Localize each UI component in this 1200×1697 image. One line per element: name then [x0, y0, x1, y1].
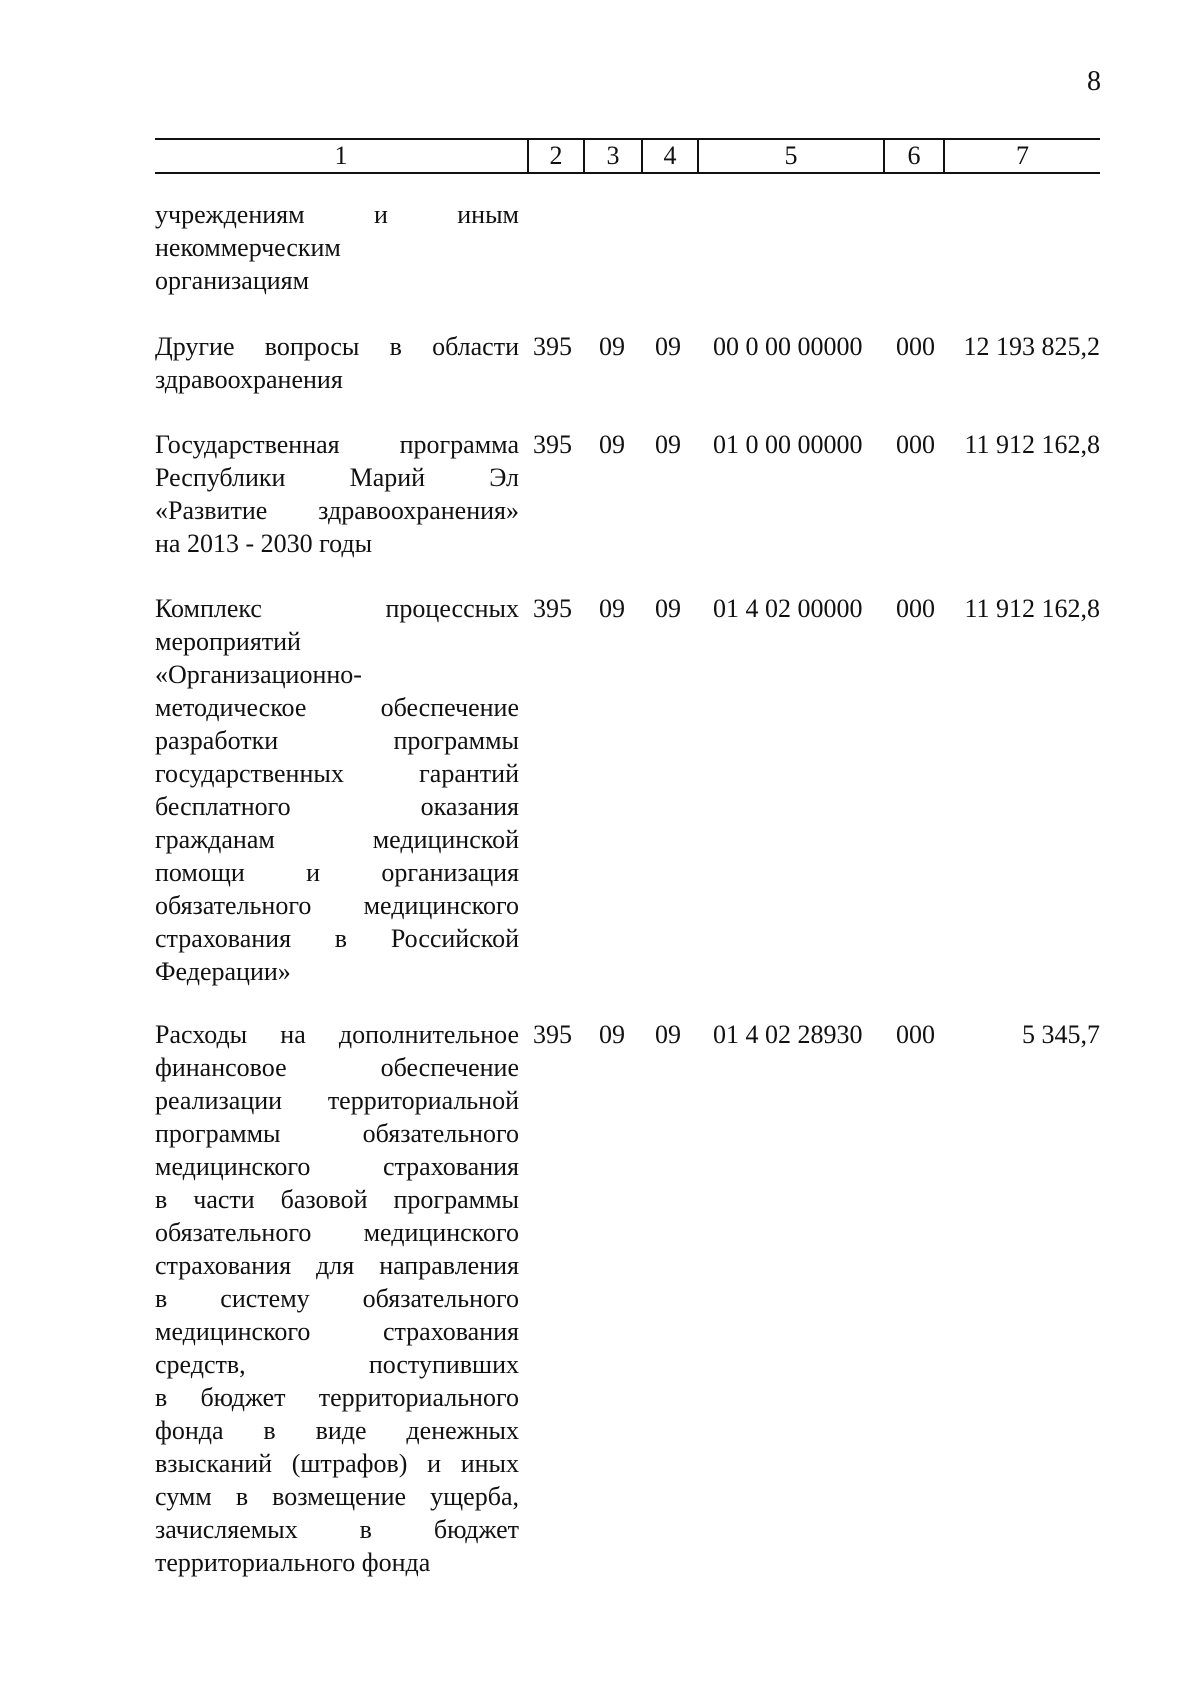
description-line: бесплатного оказания [155, 792, 519, 821]
description-line: обязательного медицинского [155, 891, 519, 920]
row-description [155, 428, 519, 560]
description-line: Расходы на дополнительное [155, 1020, 519, 1049]
table-header [155, 138, 1100, 174]
header-col-3: 3 [583, 140, 641, 172]
row-vvv-code: 395 [533, 594, 572, 623]
description-line: медицинского страхования [155, 1152, 519, 1181]
description-line: гражданам медицинской [155, 825, 519, 854]
description-line: Государственная программа [155, 430, 519, 459]
description-line: учреждениям и иным [155, 200, 519, 229]
row-subsection-code: 09 [655, 594, 681, 623]
description-line: в части базовой программы [155, 1185, 519, 1214]
row-section-code: 09 [599, 1020, 625, 1049]
row-section-code: 09 [599, 332, 625, 361]
header-col-6: 6 [883, 140, 943, 172]
description-line: страхования в Российской [155, 924, 519, 953]
description-line: территориального фонда [155, 1548, 431, 1577]
row-sum-value: 11 912 162,8 [964, 430, 1100, 459]
row-expense-type-code: 000 [896, 594, 935, 623]
description-line: «Организационно- [155, 660, 362, 689]
description-line: сумм в возмещение ущерба, [155, 1482, 519, 1511]
description-line: фонда в виде денежных [155, 1416, 519, 1445]
row-target-article-code: 01 4 02 00000 [713, 594, 863, 623]
row-target-article-code: 01 0 00 00000 [713, 430, 863, 459]
description-line: разработки программы [155, 726, 519, 755]
description-line: финансовое обеспечение [155, 1053, 519, 1082]
description-line: программы обязательного [155, 1119, 519, 1148]
header-col-4: 4 [641, 140, 697, 172]
description-line: помощи и организация [155, 858, 519, 887]
row-sum-value: 11 912 162,8 [964, 594, 1100, 623]
description-line: государственных гарантий [155, 759, 519, 788]
row-target-article-code: 01 4 02 28930 [713, 1020, 863, 1049]
description-line: «Развитие здравоохранения» [155, 496, 519, 525]
description-line: Другие вопросы в области [155, 332, 519, 361]
row-expense-type-code: 000 [896, 1020, 935, 1049]
description-line: взысканий (штрафов) и иных [155, 1449, 519, 1478]
description-line: на 2013 - 2030 годы [155, 529, 373, 558]
description-line: в бюджет территориального [155, 1383, 519, 1412]
description-line: методическое обеспечение [155, 693, 519, 722]
row-subsection-code: 09 [655, 430, 681, 459]
row-vvv-code: 395 [533, 332, 572, 361]
row-expense-type-code: 000 [896, 332, 935, 361]
row-description [155, 330, 519, 396]
row-expense-type-code: 000 [896, 430, 935, 459]
header-col-7: 7 [943, 140, 1100, 172]
row-section-code: 09 [599, 594, 625, 623]
description-line: мероприятий [155, 627, 301, 656]
row-description [155, 1018, 519, 1579]
description-line: медицинского страхования [155, 1317, 519, 1346]
header-col-1: 1 [334, 141, 348, 170]
description-line: зачисляемых в бюджет [155, 1515, 519, 1544]
description-line: реализации территориальной [155, 1086, 519, 1115]
row-sum-value: 5 345,7 [1022, 1020, 1100, 1049]
description-line: здравоохранения [155, 365, 343, 394]
description-line: в систему обязательного [155, 1284, 519, 1313]
description-line: Федерации» [155, 957, 291, 986]
header-col-5: 5 [697, 140, 883, 172]
description-line: Комплекс процессных [155, 594, 519, 623]
row-description [155, 198, 519, 297]
description-line: страхования для направления [155, 1251, 519, 1280]
description-line: Республики Марий Эл [155, 463, 519, 492]
description-line: организациям [155, 266, 310, 295]
row-subsection-code: 09 [655, 1020, 681, 1049]
row-vvv-code: 395 [533, 430, 572, 459]
header-col-2: 2 [527, 140, 583, 172]
page-number: 8 [1087, 66, 1101, 97]
row-target-article-code: 00 0 00 00000 [713, 332, 863, 361]
description-line: обязательного медицинского [155, 1218, 519, 1247]
description-line: некоммерческим [155, 233, 341, 262]
row-section-code: 09 [599, 430, 625, 459]
row-sum-value: 12 193 825,2 [963, 332, 1100, 361]
row-subsection-code: 09 [655, 332, 681, 361]
row-description [155, 592, 519, 988]
description-line: средств, поступивших [155, 1350, 519, 1379]
row-vvv-code: 395 [533, 1020, 572, 1049]
